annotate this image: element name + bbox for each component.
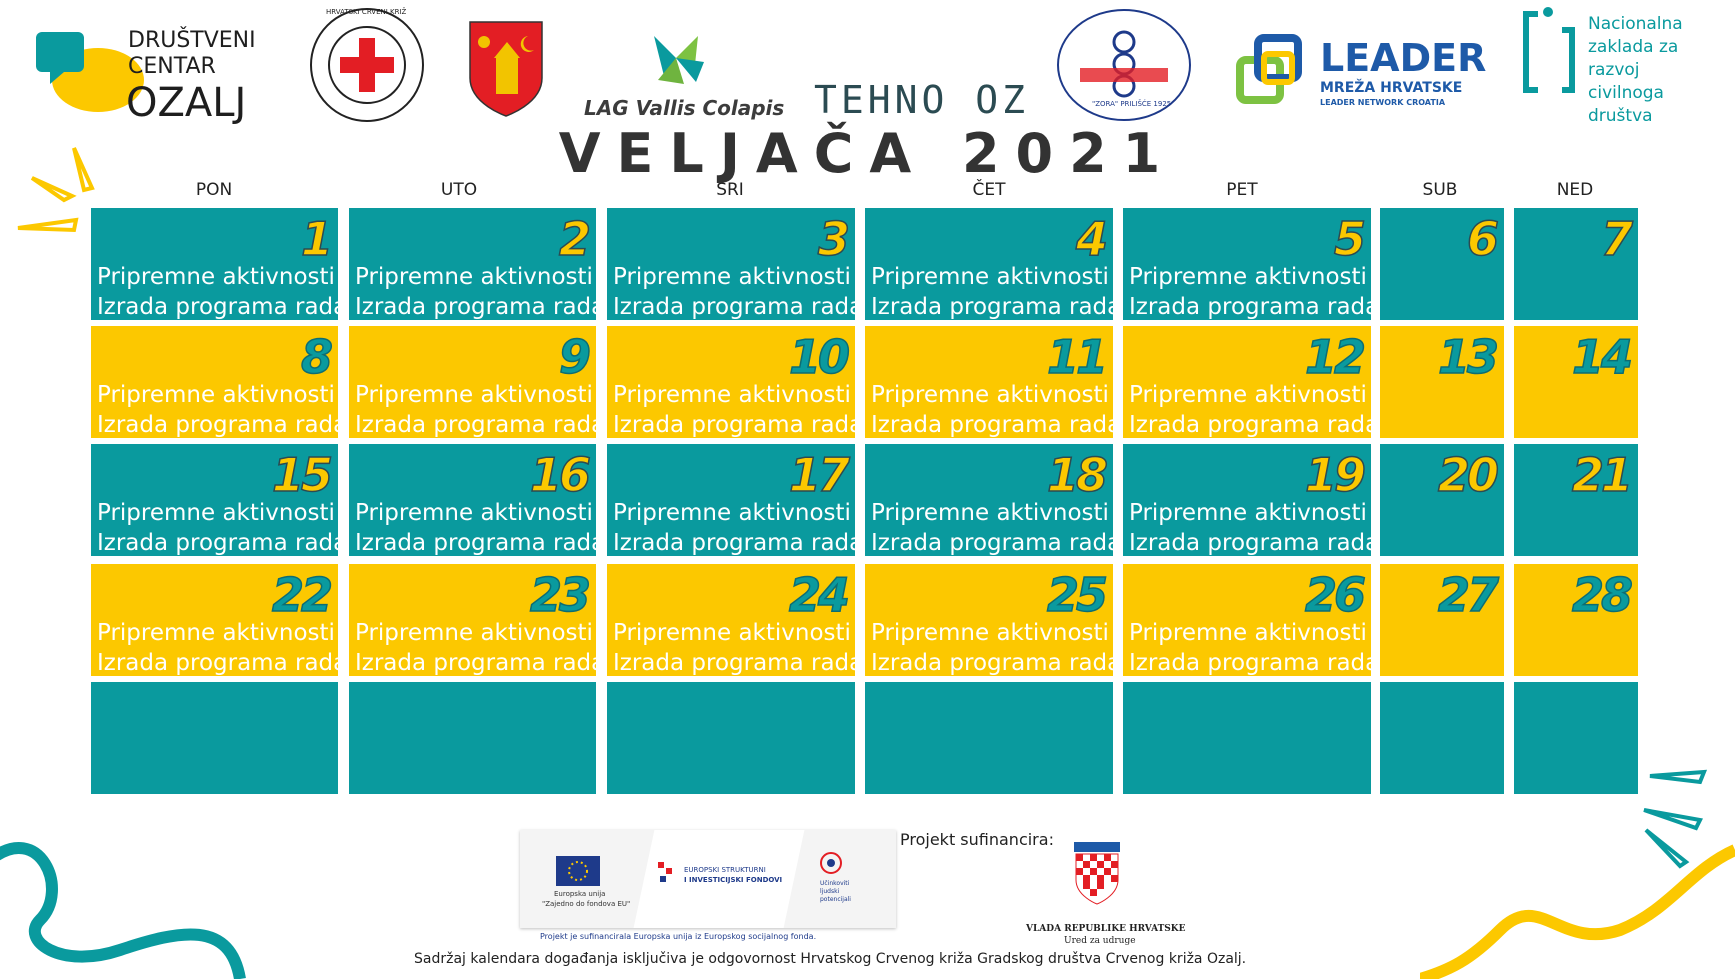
day-number: 21	[1571, 448, 1630, 502]
day-number: 3	[817, 212, 847, 266]
activity-line-2: Izrada programa rada	[871, 294, 1122, 320]
day-number: 15	[271, 448, 330, 502]
logo-nacionalna-zaklada	[1520, 4, 1730, 128]
calendar-day-cell	[349, 326, 606, 438]
day-number: 4	[1075, 212, 1105, 266]
day-number: 11	[1046, 330, 1105, 384]
calendar-day-cell	[91, 208, 348, 320]
activity-line-1: Pripremne aktivnosti	[871, 382, 1109, 408]
day-number: 10	[788, 330, 847, 384]
activity-line-1: Pripremne aktivnosti	[871, 620, 1109, 646]
activity-line-1: Pripremne aktivnosti	[355, 264, 593, 290]
day-number: 13	[1437, 330, 1496, 384]
nacionalna-line1: Nacionalna	[1588, 14, 1683, 34]
day-number: 1	[300, 212, 330, 266]
logo-drustveni-line2: CENTAR	[128, 54, 216, 79]
activity-line-2: Izrada programa rada	[871, 530, 1122, 556]
day-number: 5	[1333, 212, 1363, 266]
eu-text-line2: "Zajedno do fondova EU"	[542, 900, 631, 908]
day-number: 18	[1046, 448, 1105, 502]
activity-line-2: Izrada programa rada	[97, 650, 348, 676]
logo-drustveni-line3: OZALJ	[126, 80, 247, 126]
activity-line-2: Izrada programa rada	[1129, 650, 1380, 676]
ured-text: Ured za udruge	[1064, 936, 1136, 946]
esf-title-line2: I INVESTICIJSKI FONDOVI	[684, 876, 783, 884]
activity-line-1: Pripremne aktivnosti	[1129, 620, 1367, 646]
day-header-1: UTO	[440, 180, 478, 200]
day-header-4: PET	[1226, 180, 1258, 200]
day-number: 20	[1437, 448, 1496, 502]
activity-line-1: Pripremne aktivnosti	[613, 382, 851, 408]
leader-subtitle: MREŽA HRVATSKE	[1320, 80, 1463, 96]
day-header-5: SUB	[1422, 180, 1458, 200]
activity-line-2: Izrada programa rada	[1129, 530, 1380, 556]
calendar-day-cell	[1123, 326, 1380, 438]
calendar-day-cell	[865, 444, 1122, 556]
activity-line-2: Izrada programa rada	[871, 650, 1122, 676]
day-number: 27	[1437, 568, 1496, 622]
calendar-day-cell	[607, 326, 864, 438]
day-number: 12	[1304, 330, 1363, 384]
activity-line-1: Pripremne aktivnosti	[97, 264, 335, 290]
activity-line-1: Pripremne aktivnosti	[355, 500, 593, 526]
activity-line-1: Pripremne aktivnosti	[871, 264, 1109, 290]
activity-line-2: Izrada programa rada	[871, 412, 1122, 438]
activity-line-2: Izrada programa rada	[613, 650, 864, 676]
eu-project-text: Projekt je sufinancirala Europska unija iz Europskog socijalnog fonda.	[540, 932, 817, 941]
calendar-day-cell	[1123, 208, 1380, 320]
decor-swirl-left-icon	[0, 800, 260, 979]
activity-line-2: Izrada programa rada	[355, 294, 606, 320]
activity-line-1: Pripremne aktivnosti	[613, 500, 851, 526]
leader-subtitle2: LEADER NETWORK CROATIA	[1320, 98, 1446, 107]
logo-lag-vallis-colapis	[584, 26, 785, 122]
calendar-day-cell	[1514, 564, 1638, 676]
calendar-day-cell	[1123, 564, 1380, 676]
nacionalna-line2: zaklada za	[1588, 37, 1679, 57]
esf-title-line1: EUROPSKI STRUKTURNI	[684, 866, 766, 874]
day-number: 6	[1466, 212, 1496, 266]
calendar-day-cell	[865, 564, 1122, 676]
activity-line-2: Izrada programa rada	[97, 530, 348, 556]
day-number: 22	[271, 568, 330, 622]
nacionalna-line5: društva	[1588, 106, 1653, 126]
day-number: 25	[1046, 568, 1105, 622]
calendar-day-cell	[1123, 444, 1380, 556]
activity-line-2: Izrada programa rada	[1129, 412, 1380, 438]
calendar-day-cell	[349, 564, 606, 676]
calendar-day-cell	[349, 682, 596, 794]
calendar-day-cell	[91, 326, 348, 438]
day-number: 9	[558, 330, 588, 384]
ozalj-coat-of-arms-icon	[466, 18, 546, 118]
vlada-text: VLADA REPUBLIKE HRVATSKE	[1026, 924, 1186, 934]
day-number: 16	[529, 448, 588, 502]
eu-funding-banner	[520, 830, 896, 928]
day-header-0: PON	[195, 180, 233, 200]
logo-crveni-kriz	[308, 6, 426, 124]
calendar-day-cell	[1514, 444, 1638, 556]
calendar-day-cell	[1380, 444, 1504, 556]
ulj-text: Učinkoviti ljudski potencijali	[820, 880, 851, 903]
nacionalna-line3: razvoj	[1588, 60, 1640, 80]
logo-leader	[1236, 34, 1487, 114]
nacionalna-line4: civilnoga	[1588, 83, 1664, 103]
activity-line-1: Pripremne aktivnosti	[1129, 264, 1367, 290]
activity-line-1: Pripremne aktivnosti	[613, 264, 851, 290]
calendar-day-cell	[91, 682, 338, 794]
activity-line-1: Pripremne aktivnosti	[355, 382, 593, 408]
calendar-day-cell	[865, 208, 1122, 320]
activity-line-1: Pripremne aktivnosti	[613, 620, 851, 646]
day-header-6: NED	[1556, 180, 1594, 200]
activity-line-1: Pripremne aktivnosti	[871, 500, 1109, 526]
activity-line-2: Izrada programa rada	[355, 412, 606, 438]
activity-line-2: Izrada programa rada	[613, 412, 864, 438]
activity-line-2: Izrada programa rada	[97, 412, 348, 438]
activity-line-1: Pripremne aktivnosti	[1129, 500, 1367, 526]
sufinancira-label: Projekt sufinancira:	[900, 830, 1054, 849]
calendar-day-cell	[349, 444, 606, 556]
bracket-icon	[1520, 4, 1580, 100]
calendar-day-cell	[1380, 208, 1504, 320]
activity-line-2: Izrada programa rada	[97, 294, 348, 320]
calendar-day-cell	[1514, 326, 1638, 438]
calendar-day-cell	[1380, 564, 1504, 676]
activity-line-2: Izrada programa rada	[613, 294, 864, 320]
day-number: 8	[300, 330, 330, 384]
calendar-title: VELJAČA 2021	[558, 122, 1177, 185]
day-number: 28	[1571, 568, 1630, 622]
activity-line-2: Izrada programa rada	[1129, 294, 1380, 320]
leader-squares-icon	[1236, 34, 1316, 114]
activity-line-1: Pripremne aktivnosti	[97, 382, 335, 408]
leader-title: LEADER	[1320, 36, 1487, 80]
logo-tehno-oz: TEHNO OZ	[814, 78, 1030, 122]
calendar-day-cell	[1380, 326, 1504, 438]
activity-line-2: Izrada programa rada	[613, 530, 864, 556]
esf-logo-icon	[656, 860, 680, 890]
activity-line-2: Izrada programa rada	[355, 650, 606, 676]
lag-leaf-icon	[644, 26, 708, 90]
activity-line-1: Pripremne aktivnosti	[1129, 382, 1367, 408]
day-number: 24	[788, 568, 847, 622]
day-number: 23	[529, 568, 588, 622]
decor-swirl-right-icon	[1420, 830, 1735, 979]
disclaimer-text: Sadržaj kalendara događanja isključiva je odgovornost Hrvatskog Crvenog križa Gradskog društva Crvenog križa Ozalj.	[414, 951, 1247, 967]
crveni-kriz-ring-text: HRVATSKI CRVENI KRIŽ	[326, 8, 407, 16]
logo-zora	[1056, 8, 1192, 122]
activity-line-1: Pripremne aktivnosti	[97, 500, 335, 526]
day-number: 19	[1304, 448, 1363, 502]
calendar-day-cell	[91, 444, 348, 556]
logo-drustveni-centar	[36, 28, 276, 128]
calendar-day-cell	[1514, 208, 1638, 320]
day-number: 14	[1571, 330, 1630, 384]
lag-text: LAG Vallis Colapis	[584, 96, 785, 120]
calendar-day-cell	[1380, 682, 1504, 794]
day-header-2: SRI	[716, 180, 744, 200]
activity-line-1: Pripremne aktivnosti	[355, 620, 593, 646]
calendar-day-cell	[1123, 682, 1371, 794]
day-header-3: ČET	[972, 180, 1006, 200]
logo-drustveni-line1: DRUŠTVENI	[128, 28, 256, 53]
calendar-day-cell	[349, 208, 606, 320]
calendar-day-cell	[91, 564, 348, 676]
calendar-day-cell	[607, 444, 864, 556]
calendar-day-cell	[865, 682, 1113, 794]
eu-flag-icon	[556, 856, 600, 886]
eu-text-line1: Europska unija	[554, 890, 606, 898]
calendar-day-cell	[1514, 682, 1638, 794]
day-number: 7	[1600, 212, 1630, 266]
day-number: 26	[1304, 568, 1363, 622]
calendar-day-cell	[865, 326, 1122, 438]
activity-line-2: Izrada programa rada	[355, 530, 606, 556]
ulj-flower-icon	[818, 850, 844, 876]
calendar-day-cell	[607, 682, 855, 794]
activity-line-1: Pripremne aktivnosti	[97, 620, 335, 646]
day-number: 2	[558, 212, 588, 266]
zora-text: "ZORA" PRILIŠĆE 1925	[1092, 100, 1172, 108]
day-number: 17	[788, 448, 847, 502]
calendar-day-cell	[607, 564, 864, 676]
calendar-day-cell	[607, 208, 864, 320]
croatia-coat-of-arms-icon	[1072, 840, 1122, 906]
